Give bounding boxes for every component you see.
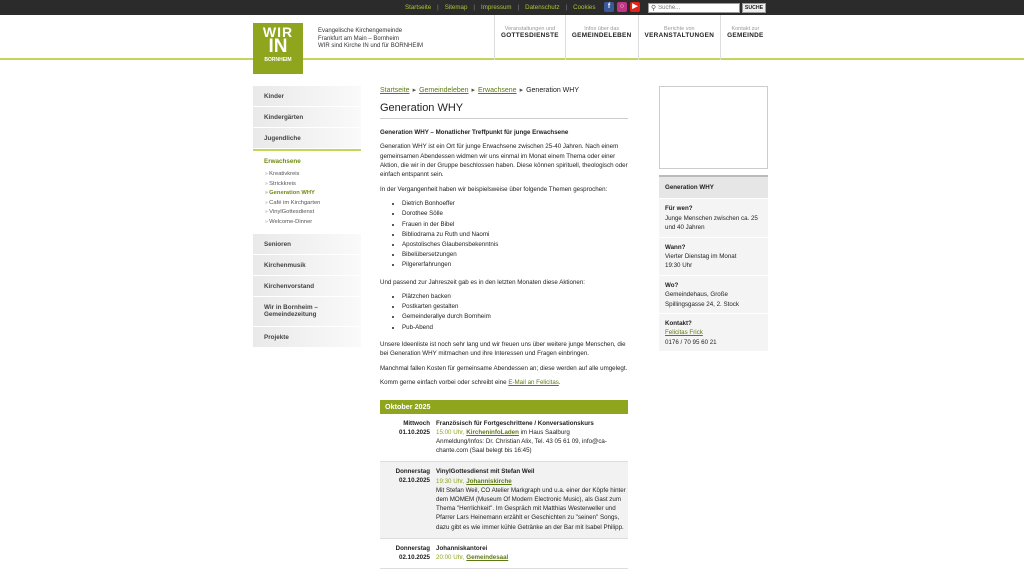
sidebar-item-kirchenvorstand[interactable]: Kirchenvorstand [253, 276, 361, 297]
event-time: 15:00 Uhr, [436, 428, 465, 436]
email-felicitas-link[interactable]: E-Mail an Felicitas [508, 379, 559, 387]
event-place-link[interactable]: Gemeindesaal [466, 553, 509, 561]
breadcrumb: Startseite ▸ Gemeindeleben ▸ Erwachsene ▸ Generation WHY [380, 87, 580, 94]
main-content [380, 86, 628, 569]
nav-gemeindeleben[interactable] [565, 15, 638, 60]
actions-list [402, 292, 628, 333]
nav-bottom-label: GOTTESDIENSTE [501, 32, 559, 39]
sidebar-item-jugendliche[interactable]: Jugendliche [253, 128, 361, 149]
org-line: WIR sind Kirche IN und für BORNHEIM [318, 43, 424, 49]
top-link-sitemap[interactable]: Sitemap [444, 4, 468, 11]
sidebar-subitem-kreativkreis[interactable]: » Kreativkreis [265, 170, 361, 180]
info-section-contact [659, 313, 768, 351]
event-description: Mit Stefan Weil, CO Atelier Markgraph und u.a. einer der Köpfe hinter dem MOMEM (Museum Of Modern Electronic Music), als Gast zum Thema "Herrlichkeit". Im Gespräch mit Matthias Westerweller und Pfarrer Lars Heinemann erzählt er Geschichten zu "seinen" Songs, dazu gibt es wie immer kühle Getränke an der Bar mit Isabel Philipp. [436, 486, 626, 531]
sidebar-item-senioren[interactable]: Senioren [253, 234, 361, 255]
event-row [380, 414, 628, 463]
sidebar-subitem-cafe[interactable]: » Café im Kirchgarten [265, 199, 361, 209]
themes-intro: In der Vergangenheit haben wir beispielsweise über folgende Themen gesprochen: [380, 185, 608, 193]
list-item: • Gemeinderallye durch Bornheim [402, 312, 628, 322]
info-value: 19:30 Uhr [665, 262, 693, 270]
nav-gemeinde[interactable] [720, 15, 770, 60]
event-date [380, 544, 430, 562]
nav-bottom-label: VERANSTALTUNGEN [644, 32, 715, 39]
sidebar-item-kirchenmusik[interactable]: Kirchenmusik [253, 255, 361, 276]
facebook-icon[interactable]: f [604, 2, 614, 12]
sidebar-subitem-generation-why[interactable]: » Generation WHY [265, 189, 361, 199]
sidebar-item-erwachsene[interactable]: Erwachsene [253, 149, 361, 170]
list-item: • Bibliodrama zu Ruth und Naomi [402, 230, 628, 240]
nav-bottom-label: GEMEINDELEBEN [571, 32, 632, 39]
event-title: VinylGottesdienst mit Stefan Weil [436, 468, 535, 476]
event-place-suffix: im Haus Saalburg [518, 428, 570, 436]
page-subtitle [380, 128, 628, 137]
event-row [380, 539, 628, 569]
sidebar-item-kindergaerten[interactable]: Kindergärten [253, 107, 361, 128]
info-label: Wann? [665, 243, 686, 251]
image-placeholder-box [659, 86, 768, 169]
breadcrumb-gemeindeleben[interactable]: Gemeindeleben [419, 87, 469, 94]
breadcrumb-current: Generation WHY [526, 87, 580, 94]
sidebar-submenu [253, 170, 361, 234]
list-item: • Frauen in der Bibel [402, 220, 628, 230]
event-description: Anmeldung/Infos: Dr. Christian Alix, Tel. 43 05 61 09, info@ca-chante.com (Saal belegt bis 16:45) [436, 437, 607, 455]
contact-name-link[interactable]: Felicitas Frick [665, 329, 703, 337]
info-box [659, 175, 768, 351]
info-section-when [659, 237, 768, 275]
event-time-place [436, 428, 628, 437]
event-date [380, 467, 430, 531]
top-link-startseite[interactable]: Startseite [405, 4, 432, 11]
site-header [0, 15, 1024, 63]
event-row [380, 462, 628, 538]
logo-line-1: WIR [262, 24, 294, 40]
search-icon: ⚲ [651, 5, 657, 12]
event-time: 20:00 Uhr, [436, 553, 465, 561]
info-label: Wo? [665, 281, 679, 289]
calendar-month-header: Oktober 2025 [380, 400, 628, 414]
list-item: • Postkarten gestalten [402, 302, 628, 312]
info-value: Gemeindehaus, Große Spillingsgasse 24, 2. Stock [665, 291, 739, 308]
list-item: • Dietrich Bonhoeffer [402, 199, 628, 209]
sidebar-subitem-strickkreis[interactable]: » Strickkreis [265, 180, 361, 190]
org-line: Frankfurt am Main – Bornheim [318, 35, 400, 42]
event-day: Donnerstag [395, 544, 430, 552]
social-links [604, 2, 640, 12]
info-section-where [659, 275, 768, 313]
sidebar-subitem-welcome-dinner[interactable]: » Welcome-Dinner [265, 218, 361, 228]
costs-paragraph: Manchmal fallen Kosten für gemeinsame Abendessen an; diese werden auf alle umgelegt. [380, 364, 628, 372]
event-date [380, 419, 430, 456]
actions-intro: Und passend zur Jahreszeit gab es in den letzten Monaten diese Aktionen: [380, 278, 586, 286]
event-day: Donnerstag [395, 468, 430, 476]
breadcrumb-erwachsene[interactable]: Erwachsene [478, 87, 517, 94]
breadcrumb-startseite[interactable]: Startseite [380, 87, 410, 94]
event-details [436, 467, 628, 531]
info-value: Junge Menschen zwischen ca. 25 und 40 Jahren [665, 214, 758, 232]
list-item: • Dorothee Sölle [402, 209, 628, 219]
event-day: Mittwoch [403, 419, 430, 427]
event-details [436, 419, 628, 456]
main-nav [494, 15, 770, 60]
event-date-value: 01.10.2025 [399, 428, 430, 436]
themes-list [402, 199, 628, 270]
sidebar-nav [253, 86, 361, 348]
nav-gottesdienste[interactable] [494, 15, 565, 60]
site-logo[interactable] [253, 23, 303, 74]
event-time-place [436, 553, 628, 562]
event-place-link[interactable]: Johanniskirche [466, 477, 512, 485]
event-place-link[interactable]: KircheninfoLaden [466, 428, 519, 436]
youtube-icon[interactable]: ▶ [630, 2, 640, 12]
instagram-icon[interactable]: ○ [617, 2, 627, 12]
nav-bottom-label: GEMEINDE [727, 32, 764, 39]
come-end: . [558, 379, 561, 387]
come-paragraph [380, 378, 628, 387]
logo-line-3: BORNHEIM [264, 57, 292, 63]
top-bar [0, 0, 1024, 15]
organization-name [318, 28, 423, 51]
search-box [648, 3, 740, 13]
nav-top-label: Infos über das [584, 26, 620, 32]
nav-veranstaltungen[interactable] [638, 15, 721, 60]
search-input[interactable] [658, 4, 728, 12]
ideas-paragraph: Unsere Ideenliste ist noch sehr lang und wir freuen uns über weitere junge Menschen, die bei Generation WHY mitmachen und ihre Interessen und Fragen einbringen. [380, 340, 626, 358]
sidebar-item-kinder[interactable]: Kinder [253, 86, 361, 107]
page-title: Generation WHY [380, 104, 628, 118]
event-details [436, 544, 628, 562]
search-button[interactable]: SUCHE [742, 3, 766, 13]
nav-top-label: Berichte von [664, 26, 695, 32]
sidebar-item-gemeindezeitung[interactable]: Wir in Bornheim – Gemeindezeitung [253, 297, 361, 327]
intro-paragraph: Generation WHY ist ein Ort für junge Erwachsene zwischen 25-40 Jahren. Nach einem gemeinsamen Abendessen widmen wir uns einmal im Monat einem Thema oder einer Aktion, die wir in der Gruppe beschlossen haben. Diese können spirituell, theologisch oder einfach entspannt sein. [380, 143, 628, 179]
contact-phone: 0176 / 70 95 60 21 [665, 338, 717, 346]
info-label: Für wen? [665, 205, 693, 213]
top-link-impressum[interactable]: Impressum [480, 4, 512, 11]
list-item: • Bibelübersetzungen [402, 250, 628, 260]
nav-top-label: Kontakt zur [731, 26, 760, 32]
nav-top-label: Veranstaltungen und [504, 26, 556, 32]
event-time: 19:30 Uhr, [436, 477, 465, 485]
info-value: Vierter Dienstag im Monat [665, 253, 737, 261]
top-link-datenschutz[interactable]: Datenschutz [525, 4, 560, 11]
info-section-for-whom [659, 198, 768, 236]
event-date-value: 02.10.2025 [399, 477, 430, 485]
list-item: • Pilgererfahrungen [402, 260, 628, 270]
sidebar-item-projekte[interactable]: Projekte [253, 327, 361, 348]
come-text: Komm gerne einfach vorbei oder schreibt eine [380, 379, 507, 387]
top-link-cookies[interactable]: Cookies [573, 4, 596, 11]
info-box-heading: Generation WHY [659, 175, 768, 198]
event-title: Französisch für Fortgeschrittene / Konversationskurs [436, 419, 594, 427]
org-line: Evangelische Kirchengemeinde [318, 28, 403, 34]
list-item: • Apostolisches Glaubensbekenntnis [402, 240, 628, 250]
event-title: Johanniskantorei [436, 544, 488, 552]
list-item: • Plätzchen backen [402, 292, 628, 302]
sidebar-subitem-vinylgottesdienst[interactable]: » VinylGottesdienst [265, 208, 361, 218]
event-calendar [380, 400, 628, 570]
top-links: Startseite | Sitemap | Impressum | Datenschutz | Cookies [405, 4, 596, 11]
list-item: • Pub-Abend [402, 323, 628, 333]
logo-line-2: IN [268, 36, 288, 57]
event-date-value: 02.10.2025 [399, 553, 430, 561]
event-time-place [436, 477, 628, 486]
subtitle-text: Generation WHY – Monatlicher Treffpunkt für junge Erwachsene [380, 128, 569, 136]
info-label: Kontakt? [665, 320, 692, 328]
